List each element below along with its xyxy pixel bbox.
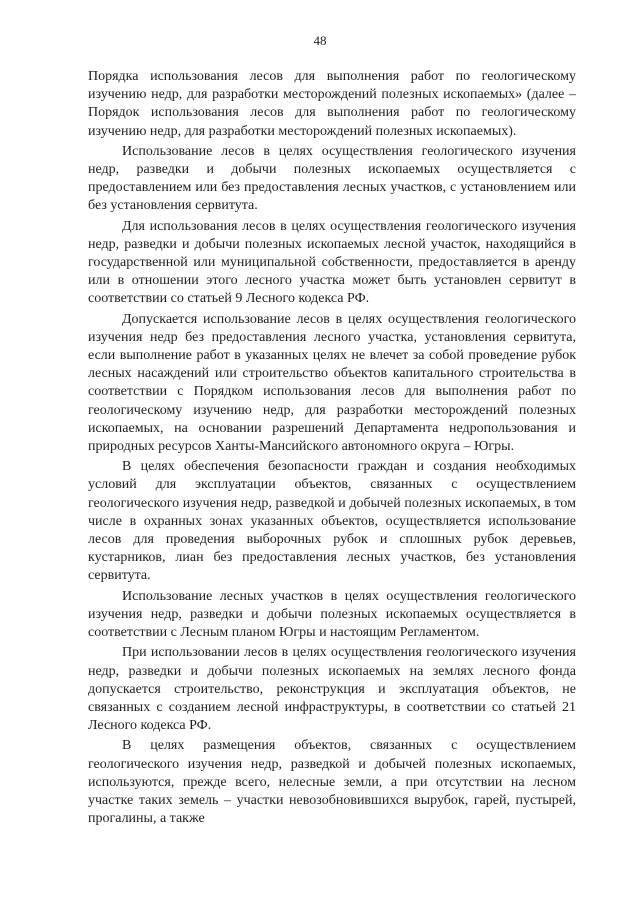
paragraph: При использовании лесов в целях осуществления геологического изучения недр, разведки и добычи полезных ископаемых на землях лесного фонда допускается строительство, реконструкция и эксплуатация объектов, не связанных с созданием лесной инфраструктуры, в соответствии со статьей 21 Лесного кодекса РФ. (88, 645, 576, 734)
paragraph: Использование лесов в целях осуществления геологического изучения недр, разведки и добычи полезных ископаемых осуществляется с предоставлением или без предоставления лесных участков, с установлением или без установления сервитута. (88, 143, 576, 214)
paragraph: В целях обеспечения безопасности граждан и создания необходимых условий для эксплуатации объектов, связанных с осуществлением геологического изучения недр, разведкой и добычей полезных ископаемых, в том числе в охранных зонах указанных объектов, осуществляется использование лесов для проведения выборочных рубок и сплошных рубок деревьев, кустарников, лиан без предоставления лесных участков, без установления сервитута. (88, 459, 576, 584)
paragraph: Допускается использование лесов в целях осуществления геологического изучения недр без предоставления лесного участка, установления сервитута, если выполнение работ в указанных целях не влечет за собой проведение рубок лесных насаждений или строительство объектов капитального строительства в соответствии с Порядком использования лесов для выполнения работ по геологическому изучению недр, для разработки месторождений полезных ископаемых, на основании разрешений Департамента недропользования и природных ресурсов Ханты-Мансийского автономного округа – Югры. (88, 311, 576, 455)
paragraph: Для использования лесов в целях осуществления геологического изучения недр, разведки и добычи полезных ископаемых лесной участок, находящийся в государственной или муниципальной собственности, предоставляется в аренду или в отношении этого лесного участка может быть установлен сервитут в соответствии со статьей 9 Лесного кодекса РФ. (88, 218, 576, 307)
paragraph: Использование лесных участков в целях осуществления геологического изучения недр, разведки и добычи полезных ископаемых осуществляется в соответствии с Лесным планом Югры и настоящим Регламентом. (88, 588, 576, 641)
page-number: 48 (313, 33, 327, 48)
paragraph-continuation: Порядка использования лесов для выполнения работ по геологическому изучению недр, для разработки месторождений полезных ископаемых» (далее – Порядок использования лесов для выполнения работ по геологическому изучению недр, для разработки месторождений полезных ископаемых). (88, 69, 576, 139)
paragraph: В целях размещения объектов, связанных с осуществлением геологического изучения недр, разведкой и добычей полезных ископаемых, используются, прежде всего, нелесные земли, а при отсутствии на лесном участке таких земель – участки невозобновившихся вырубок, гарей, пустырей, прогалины, а также (88, 738, 576, 827)
document-body (88, 68, 576, 830)
